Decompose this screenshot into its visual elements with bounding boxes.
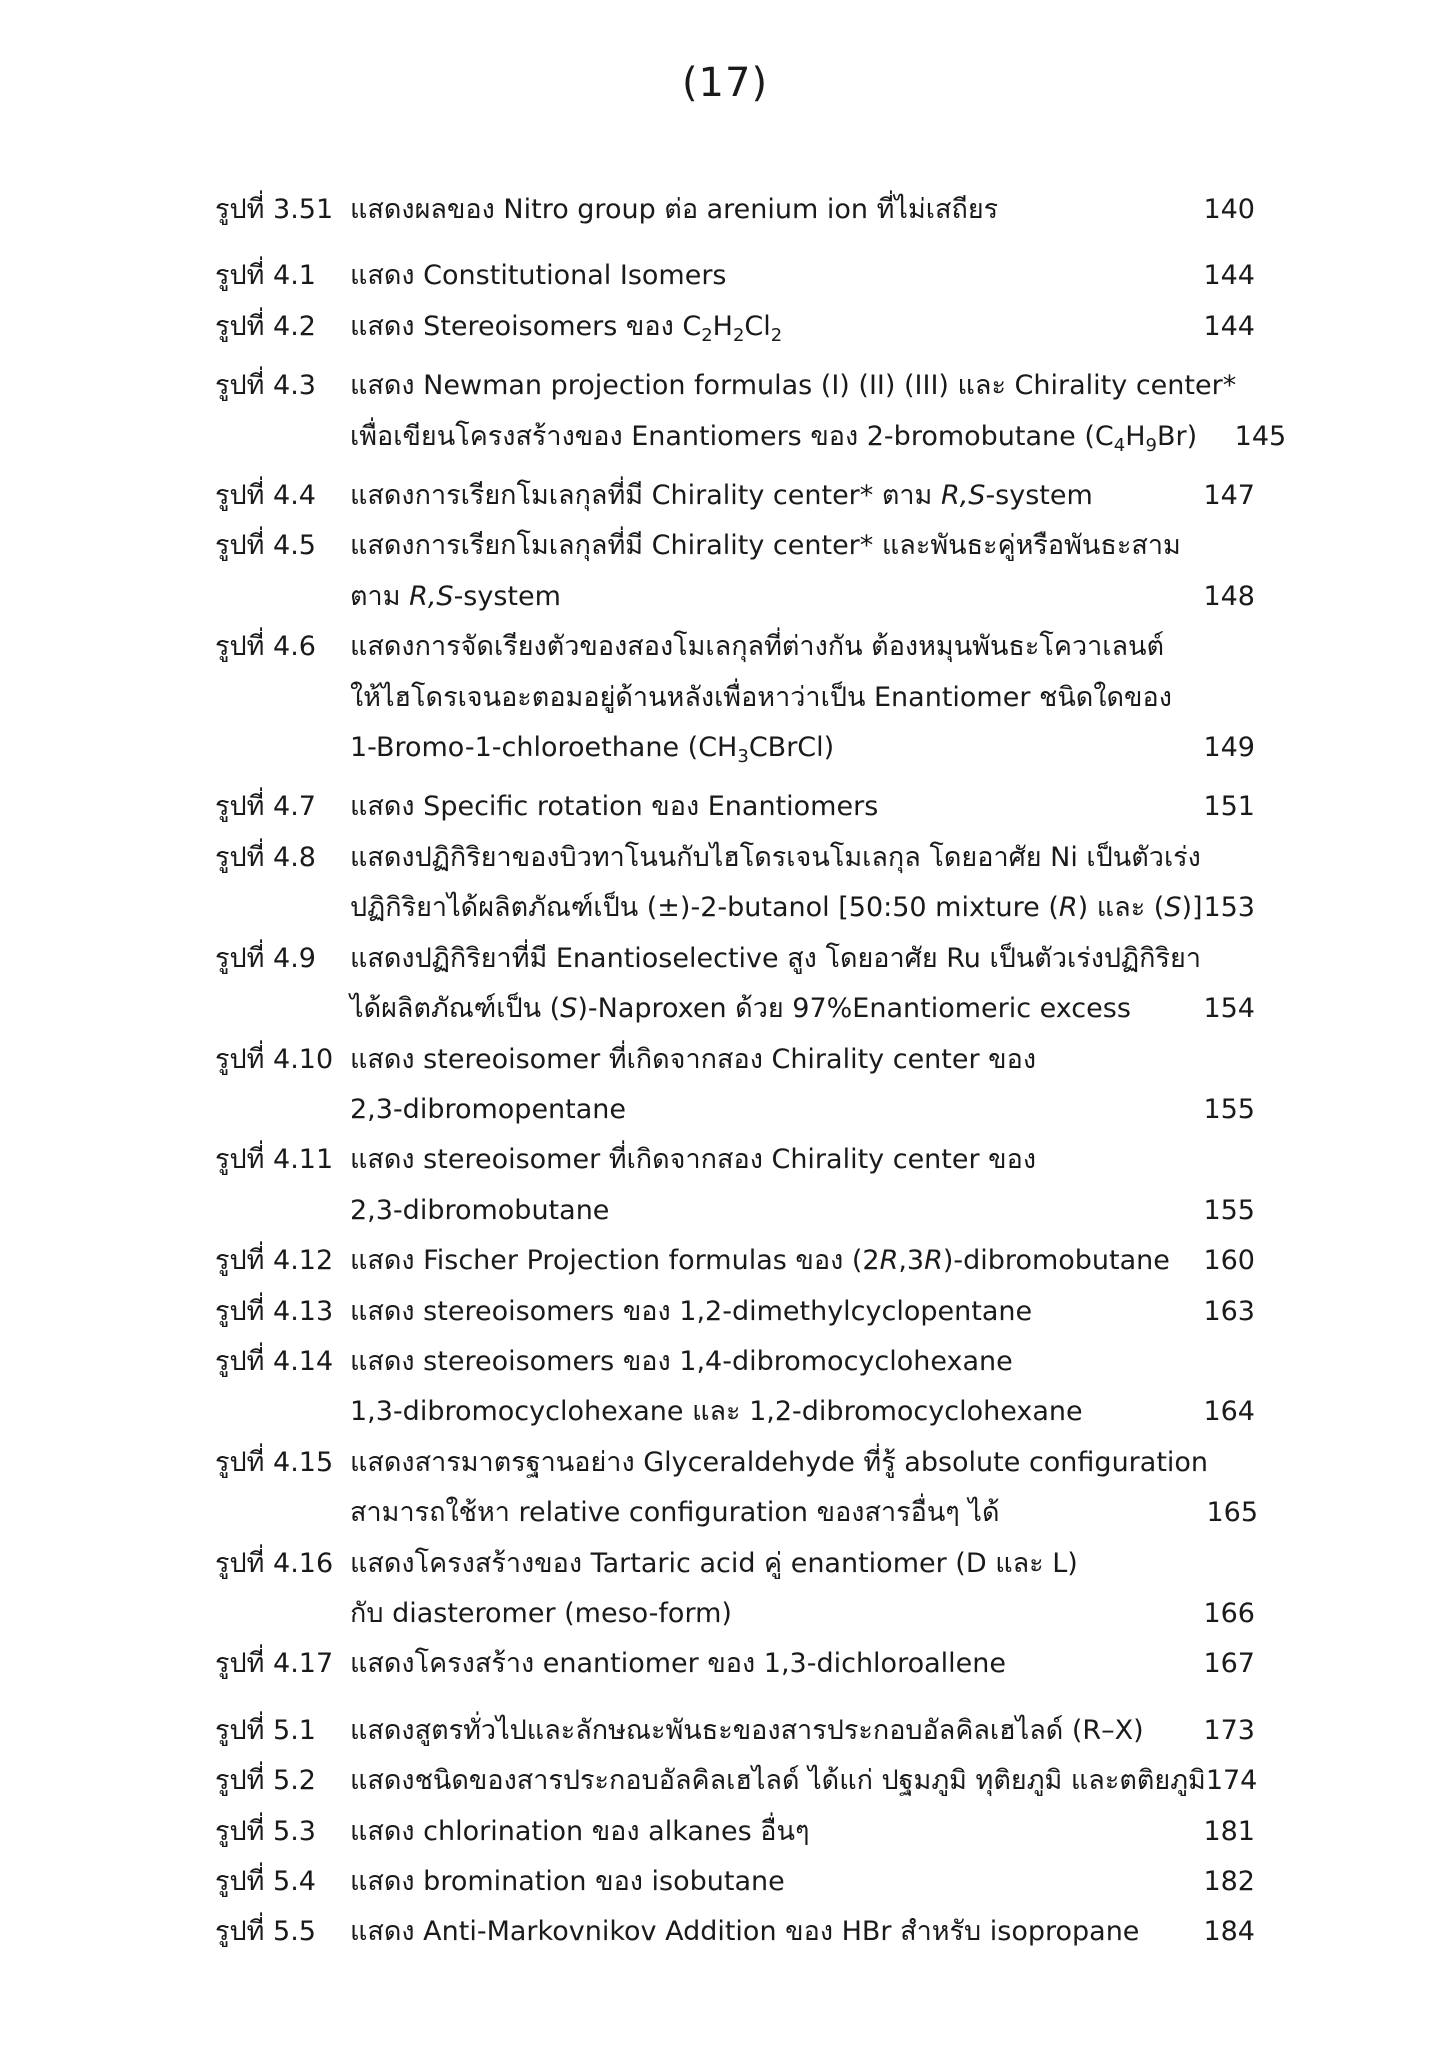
page-ref: 166 xyxy=(1203,1597,1255,1629)
toc-entry xyxy=(215,361,1287,471)
toc-entry xyxy=(215,934,1255,1035)
figure-caption xyxy=(350,521,1255,622)
figure-label: รูปที่ 4.5 xyxy=(215,530,316,562)
caption-line xyxy=(350,1589,1255,1639)
caption-text xyxy=(350,572,561,622)
toc-entry xyxy=(215,1337,1255,1438)
page-ref xyxy=(1236,361,1286,411)
figure-label: รูปที่ 4.11 xyxy=(215,1144,334,1176)
figure-caption xyxy=(350,934,1255,1035)
caption-line xyxy=(350,1807,1255,1857)
caption-line xyxy=(350,1756,1257,1806)
figure-caption xyxy=(350,833,1255,934)
caption-text: สามารถใช้หา relative configuration ของสารอื่นๆ ได้ xyxy=(350,1497,1000,1529)
caption-line xyxy=(350,1706,1255,1756)
subscript: 9 xyxy=(1145,434,1157,456)
caption-text: 2,3-dibromopentane xyxy=(350,1093,627,1125)
figure-label: รูปที่ 4.9 xyxy=(215,942,316,974)
caption-text: แสดงชนิดของสารประกอบอัลคิลเฮไลด์ ได้แก่ ปฐมภูมิ ทุติยภูมิ และตติยภูมิ xyxy=(350,1765,1206,1797)
figure-caption xyxy=(350,251,1255,301)
page-ref: 155 xyxy=(1203,1194,1255,1226)
text-segment: แสดงการเรียกโมเลกุลที่มี Chirality center* ตาม xyxy=(350,480,941,512)
caption-line xyxy=(350,1135,1255,1185)
figure-caption xyxy=(350,471,1255,521)
page-ref: 182 xyxy=(1203,1866,1255,1897)
caption-line xyxy=(350,1539,1255,1589)
text-segment: ,3 xyxy=(898,1245,925,1277)
figure-caption xyxy=(350,1639,1255,1689)
figure-caption xyxy=(350,1539,1255,1640)
caption-line xyxy=(350,673,1255,723)
figure-caption xyxy=(350,185,1255,235)
caption-line xyxy=(350,934,1255,984)
page-ref xyxy=(1205,1135,1255,1185)
italic-text: R xyxy=(1058,892,1078,924)
text-segment: ปฏิกิริยาได้ผลิตภัณฑ์เป็น (±)-2-butanol [50:50 mixture ( xyxy=(350,892,1059,924)
page-ref: 164 xyxy=(1203,1396,1255,1428)
page-ref: 184 xyxy=(1203,1916,1255,1948)
page-ref: 154 xyxy=(1203,993,1255,1025)
italic-text: R,S xyxy=(409,580,454,612)
caption-line xyxy=(350,251,1255,301)
figure-caption xyxy=(350,1337,1255,1438)
page-ref xyxy=(1208,1438,1258,1488)
caption-line xyxy=(350,471,1255,521)
caption-text: 1,3-dibromocyclohexane และ 1,2-dibromocyclohexane xyxy=(350,1396,1083,1428)
caption-line xyxy=(350,984,1255,1034)
page-ref xyxy=(1205,1337,1255,1387)
page-ref: 144 xyxy=(1203,310,1255,342)
page-ref: 163 xyxy=(1203,1295,1255,1327)
figure-caption xyxy=(350,1857,1255,1907)
text-segment: H xyxy=(712,310,733,342)
figure-caption xyxy=(350,1135,1255,1236)
figure-label: รูปที่ 4.3 xyxy=(215,370,316,402)
caption-text: แสดง stereoisomer ที่เกิดจากสอง Chirality center ของ xyxy=(350,1144,1037,1176)
text-segment: -system xyxy=(453,580,561,612)
caption-text: กับ diasteromer (meso-form) xyxy=(350,1597,732,1629)
toc-entry xyxy=(215,302,1255,361)
toc-entry xyxy=(215,622,1255,782)
page-ref xyxy=(1205,521,1255,571)
caption-text xyxy=(350,302,782,361)
caption-line xyxy=(350,1907,1255,1957)
caption-text: แสดงปฏิกิริยาของบิวทาโนนกับไฮโดรเจนโมเลกุล โดยอาศัย Ni เป็นตัวเร่ง xyxy=(350,841,1201,873)
page-ref: 153 xyxy=(1203,892,1255,924)
caption-line xyxy=(350,1085,1255,1135)
caption-text xyxy=(350,412,1197,471)
page-ref xyxy=(1205,1539,1255,1589)
caption-text: 2,3-dibromobutane xyxy=(350,1194,610,1226)
figure-caption xyxy=(350,1907,1255,1957)
figure-label: รูปที่ 4.6 xyxy=(215,631,316,663)
caption-line xyxy=(350,723,1255,782)
toc-entry xyxy=(215,471,1255,521)
toc-entry xyxy=(215,1539,1255,1640)
figure-label: รูปที่ 4.7 xyxy=(215,791,316,823)
caption-text: แสดง Newman projection formulas (I) (II) (III) และ Chirality center* xyxy=(350,370,1237,402)
caption-text: แสดง Constitutional Isomers xyxy=(350,260,727,292)
figure-label: รูปที่ 4.1 xyxy=(215,260,316,292)
figure-caption xyxy=(350,302,1255,361)
toc-entry xyxy=(215,1035,1255,1136)
italic-text: R xyxy=(879,1245,899,1277)
caption-line xyxy=(350,1035,1255,1085)
italic-text: S xyxy=(560,993,578,1025)
toc-entry xyxy=(215,185,1255,235)
text-segment: )-dibromobutane xyxy=(942,1245,1170,1277)
caption-text: แสดงการจัดเรียงตัวของสองโมเลกุลที่ต่างกัน ต้องหมุนพันธะโควาเลนต์ xyxy=(350,631,1165,663)
caption-text: แสดง Specific rotation ของ Enantiomers xyxy=(350,791,879,823)
caption-text: แสดงผลของ Nitro group ต่อ arenium ion ที่ไม่เสถียร xyxy=(350,194,999,225)
subscript: 3 xyxy=(737,746,749,768)
page-ref xyxy=(1205,673,1255,723)
caption-line xyxy=(350,185,1255,235)
caption-text: แสดงปฏิกิริยาที่มี Enantioselective สูง โดยอาศัย Ru เป็นตัวเร่งปฏิกิริยา xyxy=(350,942,1202,974)
figure-label: รูปที่ 5.1 xyxy=(215,1714,316,1746)
toc-entry xyxy=(215,251,1255,301)
page-ref: 165 xyxy=(1206,1497,1259,1529)
caption-text: แสดงการเรียกโมเลกุลที่มี Chirality center* และพันธะคู่หรือพันธะสาม xyxy=(350,530,1181,562)
page-ref: 147 xyxy=(1203,480,1255,512)
page-ref xyxy=(1205,934,1255,984)
toc-entry xyxy=(215,1135,1255,1236)
text-segment: ตาม xyxy=(350,580,410,612)
text-segment: -system xyxy=(985,480,1093,512)
caption-line xyxy=(350,622,1255,672)
page-ref: 173 xyxy=(1203,1714,1255,1746)
caption-text: แสดง stereoisomer ที่เกิดจากสอง Chirality center ของ xyxy=(350,1043,1037,1075)
figure-caption xyxy=(350,1706,1255,1756)
toc-entry xyxy=(215,521,1255,622)
text-segment: เพื่อเขียนโครงสร้างของ Enantiomers ของ 2-bromobutane (C xyxy=(350,420,1114,452)
toc-entry xyxy=(215,1756,1258,1806)
toc-entry xyxy=(215,1857,1255,1907)
figure-caption xyxy=(350,1438,1258,1539)
figure-label: รูปที่ 4.14 xyxy=(215,1345,334,1377)
page-ref xyxy=(1205,1035,1255,1085)
caption-text: แสดงสูตรทั่วไปและลักษณะพันธะของสารประกอบอัลคิลเฮไลด์ (R–X) xyxy=(350,1714,1144,1746)
figure-label: รูปที่ 5.4 xyxy=(215,1866,316,1897)
caption-line xyxy=(350,883,1255,933)
toc-entry xyxy=(215,1287,1255,1337)
caption-line xyxy=(350,572,1255,622)
figure-label: รูปที่ 5.2 xyxy=(215,1765,316,1797)
caption-line xyxy=(350,1857,1255,1907)
page-ref: 148 xyxy=(1203,580,1255,612)
subscript: 2 xyxy=(732,324,745,346)
text-segment: Cl xyxy=(744,310,771,342)
page-ref: 151 xyxy=(1203,791,1255,823)
caption-line xyxy=(350,1438,1258,1488)
toc-entry xyxy=(215,1807,1255,1857)
caption-text: แสดงโครงสร้างของ Tartaric acid คู่ enantiomer (D และ L) xyxy=(350,1547,1078,1579)
caption-text xyxy=(350,984,1131,1034)
caption-text: แสดง bromination ของ isobutane xyxy=(350,1866,785,1897)
toc-entry xyxy=(215,782,1255,832)
text-segment: )-Naproxen ด้วย 97%Enantiomeric excess xyxy=(577,993,1131,1025)
page-ref: 174 xyxy=(1205,1765,1258,1797)
text-segment: แสดง Stereoisomers ของ C xyxy=(350,310,702,342)
text-segment: ) และ ( xyxy=(1077,892,1165,924)
figure-list xyxy=(215,185,1287,1958)
page-ref: 160 xyxy=(1203,1245,1255,1277)
figure-caption xyxy=(350,361,1286,471)
figure-caption xyxy=(350,1287,1255,1337)
caption-line xyxy=(350,782,1255,832)
figure-caption xyxy=(350,1236,1255,1286)
page-ref: 155 xyxy=(1203,1093,1255,1125)
text-segment: 1-Bromo-1-chloroethane (CH xyxy=(350,732,738,764)
caption-line xyxy=(350,412,1286,471)
figure-label: รูปที่ 5.5 xyxy=(215,1916,316,1948)
toc-entry xyxy=(215,1236,1255,1286)
page-number: (17) xyxy=(681,60,769,106)
figure-label: รูปที่ 4.13 xyxy=(215,1295,334,1327)
figure-caption xyxy=(350,622,1255,782)
figure-caption xyxy=(350,1035,1255,1136)
figure-label: รูปที่ 3.51 xyxy=(215,194,334,225)
figure-label: รูปที่ 4.16 xyxy=(215,1547,334,1579)
text-segment: CBrCl) xyxy=(748,732,835,764)
caption-line xyxy=(350,302,1255,361)
italic-text: S xyxy=(1164,892,1182,924)
toc-entry xyxy=(215,1706,1255,1756)
figure-label: รูปที่ 4.4 xyxy=(215,480,316,512)
toc-entry xyxy=(215,1907,1255,1957)
caption-line xyxy=(350,1639,1255,1689)
toc-entry xyxy=(215,1438,1259,1539)
text-segment: H xyxy=(1125,420,1146,452)
caption-text: แสดง stereoisomers ของ 1,4-dibromocyclohexane xyxy=(350,1345,1013,1377)
caption-line xyxy=(350,1337,1255,1387)
text-segment: แสดง Fischer Projection formulas ของ (2 xyxy=(350,1245,880,1277)
caption-line xyxy=(350,1236,1255,1286)
subscript: 2 xyxy=(770,324,783,346)
figure-label: รูปที่ 4.2 xyxy=(215,310,316,342)
page-ref: 167 xyxy=(1203,1648,1255,1680)
text-segment: ได้ผลิตภัณฑ์เป็น ( xyxy=(350,993,561,1025)
caption-line xyxy=(350,521,1255,571)
caption-text xyxy=(350,1236,1170,1286)
caption-line xyxy=(350,833,1255,883)
figure-label: รูปที่ 4.17 xyxy=(215,1648,334,1680)
italic-text: R xyxy=(924,1245,943,1277)
page-ref: 149 xyxy=(1203,732,1255,764)
text-segment: Br) xyxy=(1156,420,1198,452)
figure-caption xyxy=(350,782,1255,832)
page-ref: 145 xyxy=(1234,420,1287,452)
subscript: 2 xyxy=(701,324,713,346)
italic-text: R,S xyxy=(940,480,986,512)
page-ref: 140 xyxy=(1203,194,1255,225)
caption-text: แสดงสารมาตรฐานอย่าง Glyceraldehyde ที่รู้ absolute configuration xyxy=(350,1446,1209,1478)
caption-text xyxy=(350,471,1093,521)
text-segment: )] xyxy=(1181,892,1203,924)
figure-label: รูปที่ 4.10 xyxy=(215,1043,334,1075)
page-ref xyxy=(1205,833,1255,883)
figure-caption xyxy=(350,1756,1257,1806)
caption-text xyxy=(350,883,1203,933)
caption-text xyxy=(350,723,834,782)
caption-line xyxy=(350,1287,1255,1337)
figure-label: รูปที่ 4.8 xyxy=(215,841,316,873)
caption-line xyxy=(350,361,1286,411)
caption-text: แสดง Anti-Markovnikov Addition ของ HBr สำหรับ isopropane xyxy=(350,1916,1140,1948)
figure-label: รูปที่ 4.15 xyxy=(215,1446,334,1478)
caption-text: แสดง chlorination ของ alkanes อื่นๆ xyxy=(350,1815,810,1847)
caption-line xyxy=(350,1488,1258,1538)
caption-line xyxy=(350,1387,1255,1437)
subscript: 4 xyxy=(1113,434,1126,456)
figure-label: รูปที่ 5.3 xyxy=(215,1815,316,1847)
figure-label: รูปที่ 4.12 xyxy=(215,1245,334,1277)
caption-line xyxy=(350,1186,1255,1236)
page-ref: 181 xyxy=(1203,1815,1255,1847)
toc-entry xyxy=(215,833,1255,934)
page-ref: 144 xyxy=(1203,260,1255,292)
toc-entry xyxy=(215,1639,1255,1689)
page-ref xyxy=(1205,622,1255,672)
caption-text: ให้ไฮโดรเจนอะตอมอยู่ด้านหลังเพื่อหาว่าเป็น Enantiomer ชนิดใดของ xyxy=(350,681,1172,713)
caption-text: แสดงโครงสร้าง enantiomer ของ 1,3-dichloroallene xyxy=(350,1648,1006,1680)
figure-caption xyxy=(350,1807,1255,1857)
caption-text: แสดง stereoisomers ของ 1,2-dimethylcyclopentane xyxy=(350,1295,1033,1327)
